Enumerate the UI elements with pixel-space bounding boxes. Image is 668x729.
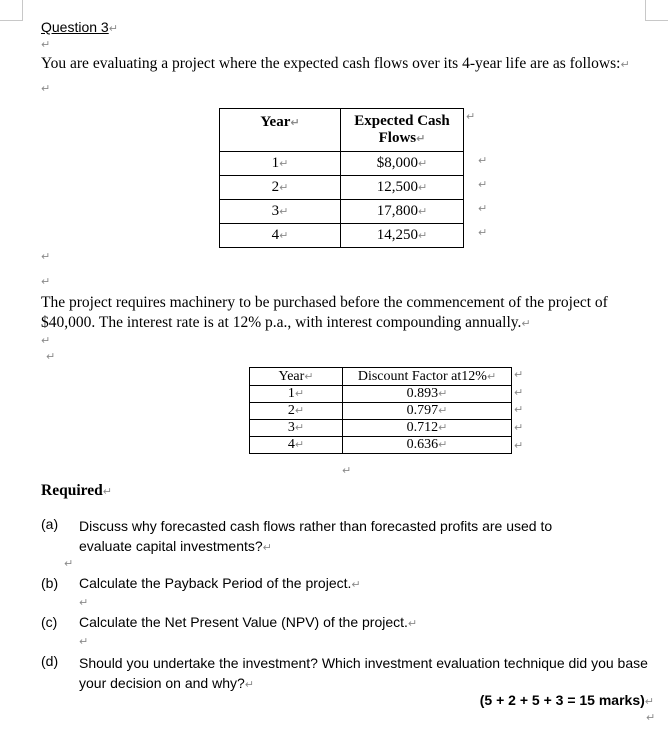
page-corner-mark-left — [0, 0, 23, 21]
row-end-mark: ↵ — [514, 403, 524, 416]
cashflow-year-cell: 1↵ — [220, 152, 341, 176]
cashflow-amount-cell: 14,250↵ — [341, 224, 464, 248]
discount-factor-cell: 0.893↵ — [343, 386, 512, 403]
paragraph-mark: ↵ — [41, 82, 51, 95]
table-row — [250, 403, 512, 420]
table-row — [250, 386, 512, 403]
table-row — [220, 200, 464, 224]
paragraph-mark: ↵ — [64, 557, 74, 570]
paragraph-mark: ↵ — [41, 250, 51, 263]
cashflow-year-cell: 3↵ — [220, 200, 341, 224]
table-row — [220, 152, 464, 176]
discount-factor-cell: 0.636↵ — [343, 437, 512, 454]
paragraph-mark: ↵ — [46, 350, 56, 363]
table-row — [220, 176, 464, 200]
cashflow-amount-cell: $8,000↵ — [341, 152, 464, 176]
page-corner-mark-right — [645, 0, 668, 21]
discount-header-row — [250, 368, 512, 386]
intro-text: You are evaluating a project where the expected cash flows over its 4-year life are as follows:↵ — [41, 55, 630, 72]
paragraph-mark: ↵ — [41, 275, 51, 288]
machinery-paragraph: The project requires machinery to be purchased before the commencement of the project of $40,000. The interest rate is at 12% p.a., with interest compounding annually.↵ — [41, 294, 608, 331]
row-end-mark: ↵ — [514, 439, 524, 452]
paragraph-mark: ↵ — [41, 38, 51, 51]
paragraph-mark: ↵ — [79, 635, 89, 648]
paragraph-mark: ↵ — [79, 596, 89, 609]
discount-year-cell: 3↵ — [250, 420, 343, 437]
question-b-label: (b) — [41, 575, 59, 591]
cashflow-amount-cell: 17,800↵ — [341, 200, 464, 224]
row-end-mark: ↵ — [514, 368, 524, 381]
cashflow-amount-cell: 12,500↵ — [341, 176, 464, 200]
cashflow-header-year: Year↵ — [220, 109, 341, 152]
discount-header-year: Year↵ — [250, 368, 343, 386]
table-row — [250, 437, 512, 454]
question-d-label: (d) — [41, 653, 59, 669]
cashflow-header-row — [220, 109, 464, 152]
paragraph-mark: ↵ — [342, 464, 352, 477]
paragraph-mark: ↵ — [646, 711, 656, 724]
question-d-text: Should you undertake the investment? Which investment evaluation technique did you base your decision on and why?↵ — [79, 655, 648, 691]
row-end-mark: ↵ — [466, 110, 476, 123]
question-a-label: (a) — [41, 516, 59, 532]
question-title: Question 3↵ — [41, 19, 118, 35]
row-end-mark: ↵ — [478, 226, 488, 239]
discount-factor-cell: 0.712↵ — [343, 420, 512, 437]
cashflow-table — [219, 108, 464, 248]
table-row — [220, 224, 464, 248]
discount-year-cell: 2↵ — [250, 403, 343, 420]
paragraph-mark: ↵ — [41, 334, 51, 347]
question-c-label: (c) — [41, 614, 58, 630]
question-a-text: Discuss why forecasted cash flows rather than forecasted profits are used to evaluate capital investments?↵ — [79, 518, 553, 554]
cashflow-year-cell: 4↵ — [220, 224, 341, 248]
row-end-mark: ↵ — [478, 154, 488, 167]
discount-factor-cell: 0.797↵ — [343, 403, 512, 420]
question-b-text: Calculate the Payback Period of the project.↵ — [79, 575, 361, 591]
required-heading: Required↵ — [41, 482, 112, 499]
discount-header-factor: Discount Factor at12%↵ — [343, 368, 512, 386]
row-end-mark: ↵ — [478, 202, 488, 215]
question-c-text: Calculate the Net Present Value (NPV) of the project.↵ — [79, 614, 418, 630]
table-row — [250, 420, 512, 437]
cashflow-header-amount: Expected Cash Flows↵ — [341, 109, 464, 152]
row-end-mark: ↵ — [478, 178, 488, 191]
cashflow-year-cell: 2↵ — [220, 176, 341, 200]
row-end-mark: ↵ — [514, 386, 524, 399]
discount-factor-table — [249, 367, 512, 454]
discount-year-cell: 1↵ — [250, 386, 343, 403]
row-end-mark: ↵ — [514, 421, 524, 434]
discount-year-cell: 4↵ — [250, 437, 343, 454]
marks-total: (5 + 2 + 5 + 3 = 15 marks)↵ — [479, 692, 654, 708]
